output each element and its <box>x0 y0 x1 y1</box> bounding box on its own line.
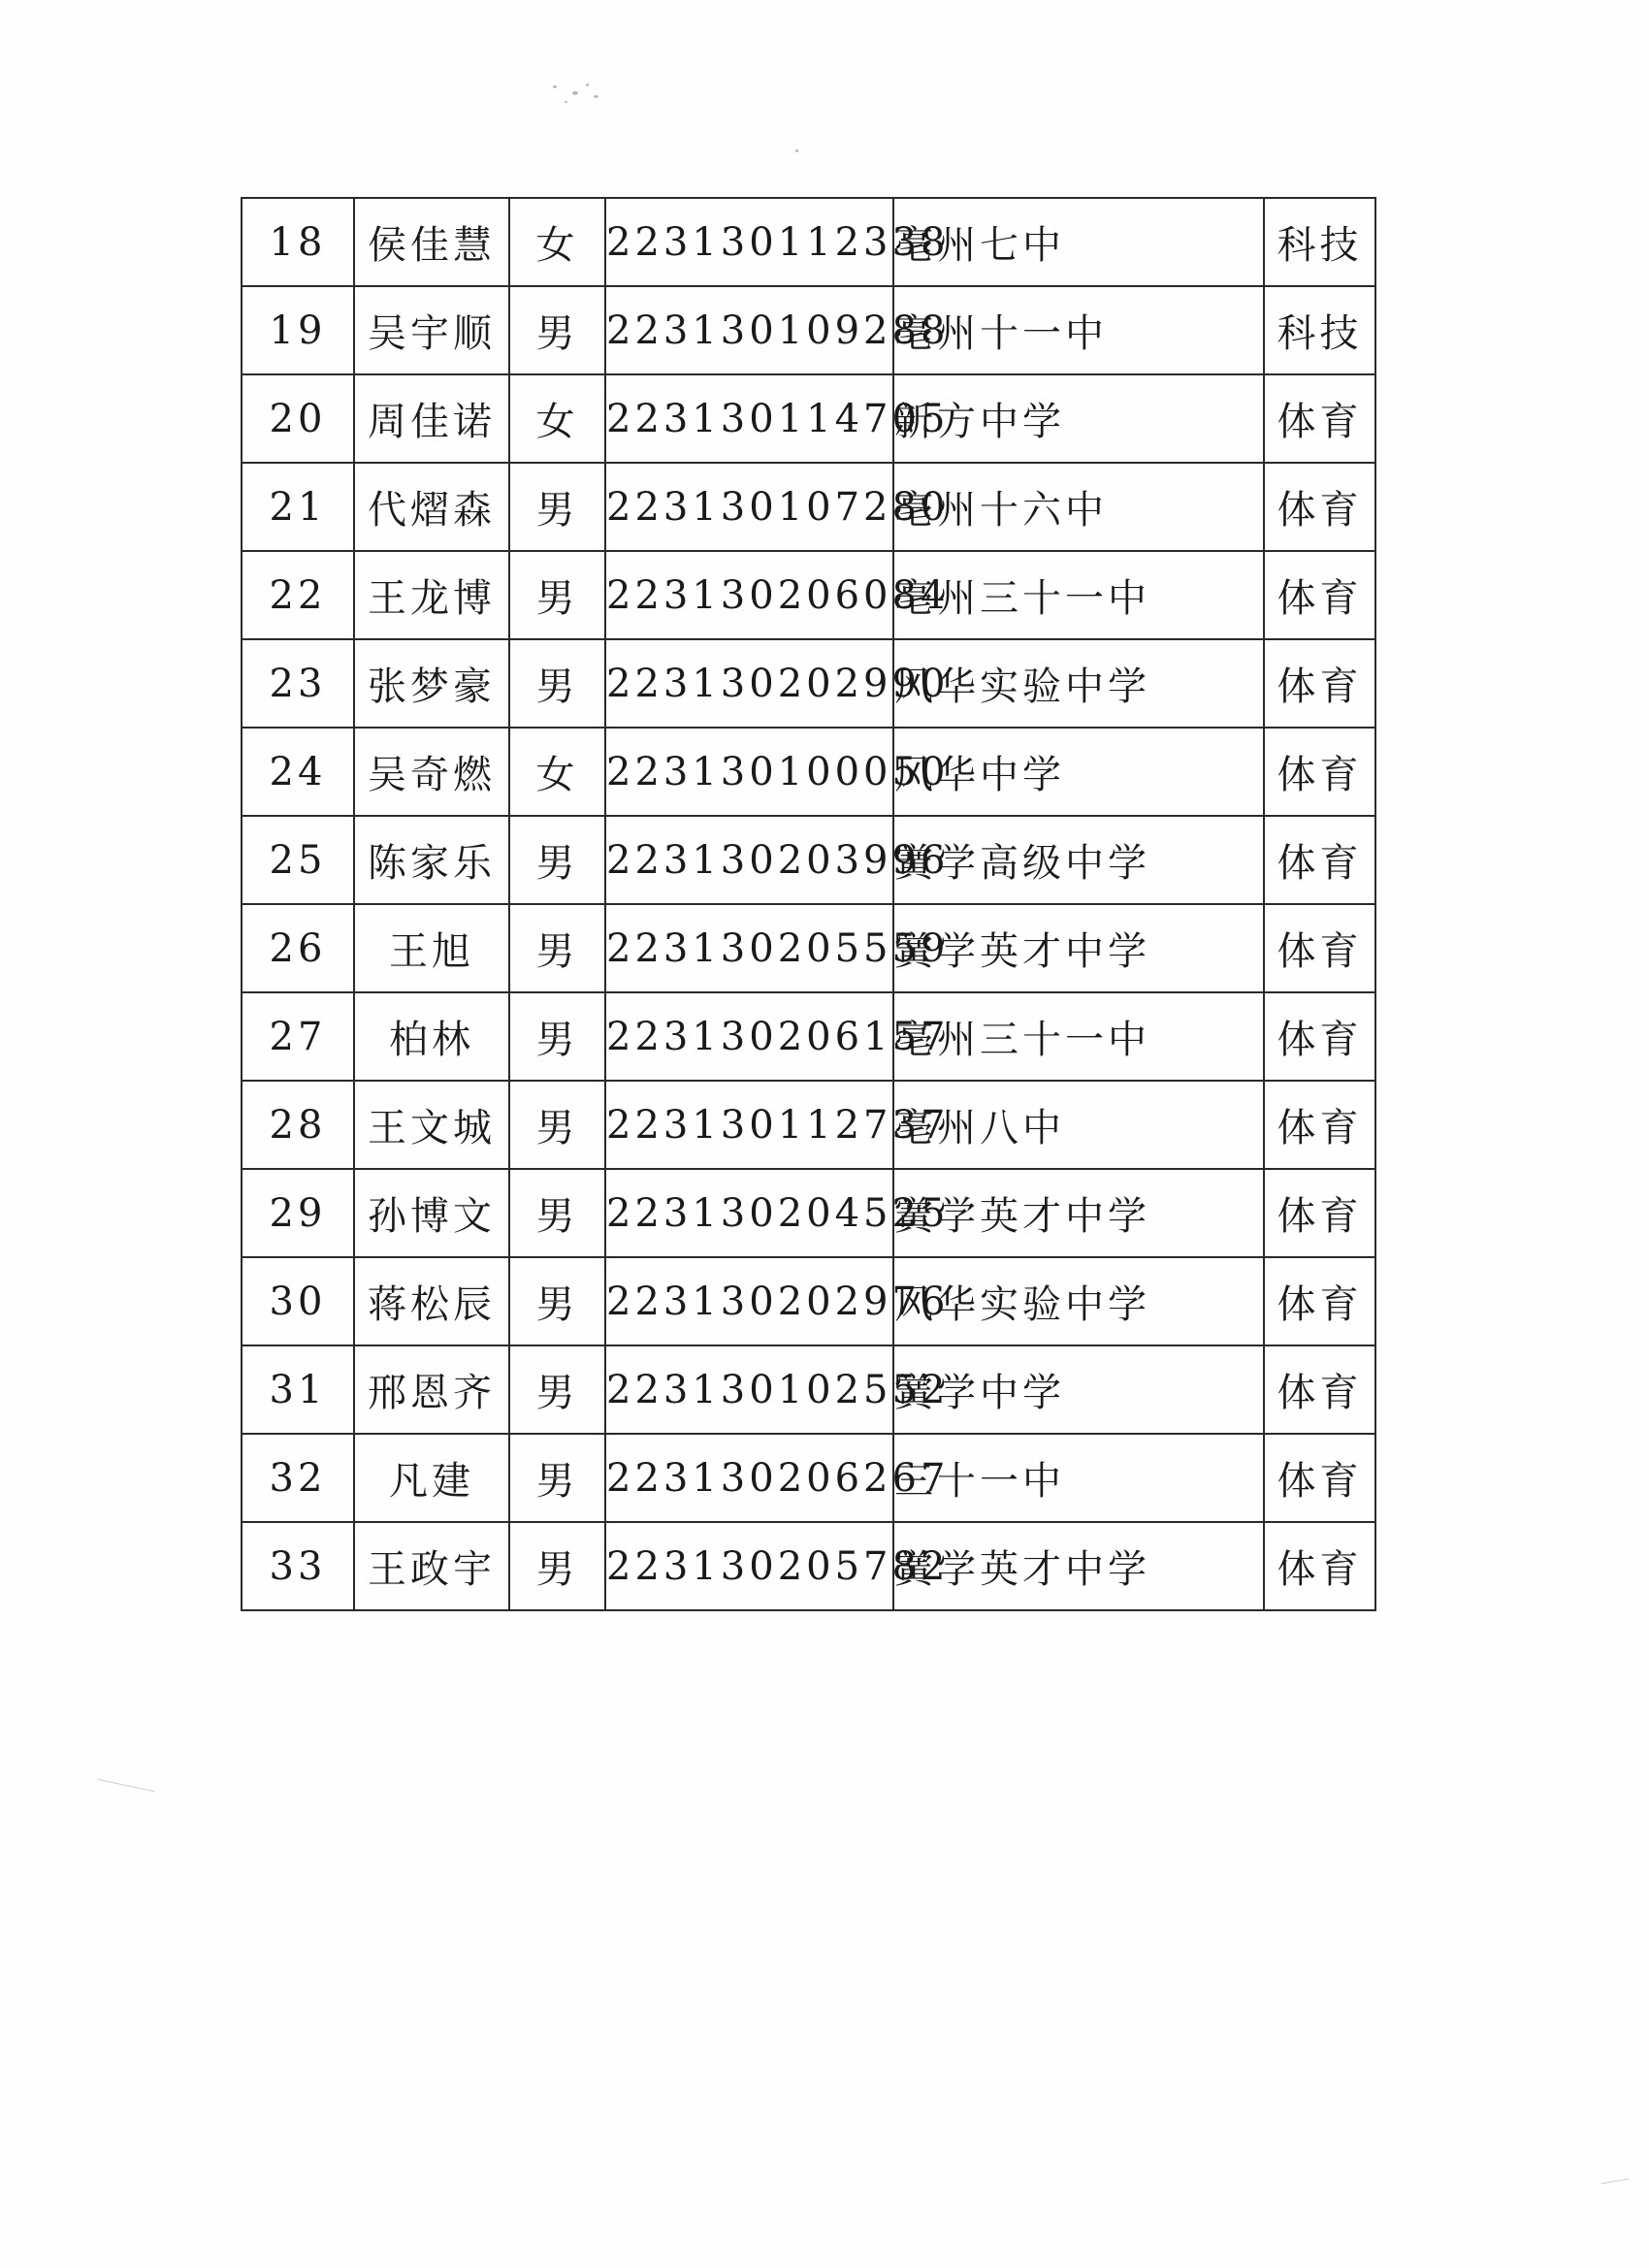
cell-exam-id: 223130202976 <box>605 1257 893 1345</box>
table-row <box>242 374 1375 463</box>
cell-exam-id: 223130206084 <box>605 551 893 639</box>
cell-exam-id: 223130109288 <box>605 286 893 374</box>
cell-number: 28 <box>242 1081 354 1169</box>
cell-number: 25 <box>242 816 354 904</box>
cell-number: 32 <box>242 1434 354 1522</box>
cell-name: 周佳诺 <box>354 374 509 463</box>
scan-artifact <box>1600 2178 1630 2184</box>
roster-table-body <box>242 198 1375 1610</box>
cell-number: 20 <box>242 374 354 463</box>
cell-name: 吴宇顺 <box>354 286 509 374</box>
cell-name: 王政宇 <box>354 1522 509 1610</box>
cell-school: 亳州十六中 <box>893 463 1264 551</box>
cell-school: 黉学高级中学 <box>893 816 1264 904</box>
cell-gender: 男 <box>509 286 605 374</box>
cell-category: 体育 <box>1264 1257 1375 1345</box>
table-row <box>242 198 1375 286</box>
cell-exam-id: 223130205782 <box>605 1522 893 1610</box>
cell-number: 31 <box>242 1345 354 1434</box>
cell-gender: 男 <box>509 1345 605 1434</box>
cell-gender: 女 <box>509 728 605 816</box>
cell-category: 体育 <box>1264 1522 1375 1610</box>
cell-name: 邢恩齐 <box>354 1345 509 1434</box>
cell-category: 体育 <box>1264 1081 1375 1169</box>
cell-name: 吴奇燃 <box>354 728 509 816</box>
cell-gender: 男 <box>509 551 605 639</box>
cell-gender: 男 <box>509 463 605 551</box>
cell-name: 王旭 <box>354 904 509 992</box>
cell-school: 亳州三十一中 <box>893 992 1264 1081</box>
table-row <box>242 1081 1375 1169</box>
cell-number: 19 <box>242 286 354 374</box>
cell-school: 亳州十一中 <box>893 286 1264 374</box>
scan-artifact <box>98 1779 155 1792</box>
cell-name: 王文城 <box>354 1081 509 1169</box>
cell-category: 体育 <box>1264 374 1375 463</box>
table-row <box>242 463 1375 551</box>
cell-school: 亳州三十一中 <box>893 551 1264 639</box>
cell-number: 33 <box>242 1522 354 1610</box>
scan-specks <box>543 78 621 116</box>
cell-gender: 男 <box>509 1257 605 1345</box>
cell-number: 23 <box>242 639 354 728</box>
cell-exam-id: 223130206267 <box>605 1434 893 1522</box>
cell-gender: 男 <box>509 816 605 904</box>
cell-exam-id: 223130112737 <box>605 1081 893 1169</box>
table-row <box>242 816 1375 904</box>
cell-name: 凡建 <box>354 1434 509 1522</box>
cell-category: 体育 <box>1264 904 1375 992</box>
cell-exam-id: 223130202990 <box>605 639 893 728</box>
cell-category: 体育 <box>1264 992 1375 1081</box>
cell-exam-id: 223130107280 <box>605 463 893 551</box>
cell-school: 亳州八中 <box>893 1081 1264 1169</box>
cell-name: 王龙博 <box>354 551 509 639</box>
cell-school: 黉学英才中学 <box>893 1522 1264 1610</box>
cell-exam-id: 223130203996 <box>605 816 893 904</box>
cell-exam-id: 223130100050 <box>605 728 893 816</box>
cell-exam-id: 223130206157 <box>605 992 893 1081</box>
cell-gender: 男 <box>509 639 605 728</box>
cell-category: 体育 <box>1264 1169 1375 1257</box>
cell-school: 三十一中 <box>893 1434 1264 1522</box>
cell-category: 科技 <box>1264 198 1375 286</box>
cell-category: 体育 <box>1264 816 1375 904</box>
cell-school: 黉学英才中学 <box>893 1169 1264 1257</box>
cell-gender: 女 <box>509 374 605 463</box>
cell-gender: 男 <box>509 992 605 1081</box>
cell-number: 30 <box>242 1257 354 1345</box>
cell-gender: 男 <box>509 1169 605 1257</box>
cell-name: 柏林 <box>354 992 509 1081</box>
cell-category: 体育 <box>1264 551 1375 639</box>
roster-table <box>241 197 1376 1611</box>
cell-school: 亳州七中 <box>893 198 1264 286</box>
cell-category: 体育 <box>1264 1434 1375 1522</box>
cell-number: 24 <box>242 728 354 816</box>
table-row <box>242 904 1375 992</box>
table-row <box>242 1522 1375 1610</box>
cell-exam-id: 223130102552 <box>605 1345 893 1434</box>
table-row <box>242 728 1375 816</box>
cell-number: 22 <box>242 551 354 639</box>
table-row <box>242 639 1375 728</box>
cell-gender: 男 <box>509 904 605 992</box>
table-row <box>242 1257 1375 1345</box>
cell-category: 体育 <box>1264 639 1375 728</box>
cell-number: 18 <box>242 198 354 286</box>
cell-number: 26 <box>242 904 354 992</box>
cell-school: 风华中学 <box>893 728 1264 816</box>
cell-school: 黉学英才中学 <box>893 904 1264 992</box>
cell-gender: 女 <box>509 198 605 286</box>
cell-gender: 男 <box>509 1081 605 1169</box>
cell-name: 代熠森 <box>354 463 509 551</box>
table-row <box>242 1345 1375 1434</box>
cell-gender: 男 <box>509 1434 605 1522</box>
cell-category: 体育 <box>1264 728 1375 816</box>
table-row <box>242 1169 1375 1257</box>
table-row <box>242 551 1375 639</box>
cell-school: 黉学中学 <box>893 1345 1264 1434</box>
cell-exam-id: 223130112338 <box>605 198 893 286</box>
cell-name: 陈家乐 <box>354 816 509 904</box>
cell-category: 体育 <box>1264 463 1375 551</box>
table-row <box>242 286 1375 374</box>
cell-school: 新方中学 <box>893 374 1264 463</box>
cell-gender: 男 <box>509 1522 605 1610</box>
cell-school: 风华实验中学 <box>893 639 1264 728</box>
cell-name: 孙博文 <box>354 1169 509 1257</box>
table-row <box>242 1434 1375 1522</box>
cell-exam-id: 223130205559 <box>605 904 893 992</box>
cell-category: 体育 <box>1264 1345 1375 1434</box>
cell-school: 风华实验中学 <box>893 1257 1264 1345</box>
cell-name: 张梦豪 <box>354 639 509 728</box>
cell-number: 21 <box>242 463 354 551</box>
cell-exam-id: 223130114705 <box>605 374 893 463</box>
cell-number: 27 <box>242 992 354 1081</box>
table-row <box>242 992 1375 1081</box>
cell-name: 侯佳慧 <box>354 198 509 286</box>
cell-name: 蒋松辰 <box>354 1257 509 1345</box>
cell-number: 29 <box>242 1169 354 1257</box>
cell-category: 科技 <box>1264 286 1375 374</box>
cell-exam-id: 223130204525 <box>605 1169 893 1257</box>
